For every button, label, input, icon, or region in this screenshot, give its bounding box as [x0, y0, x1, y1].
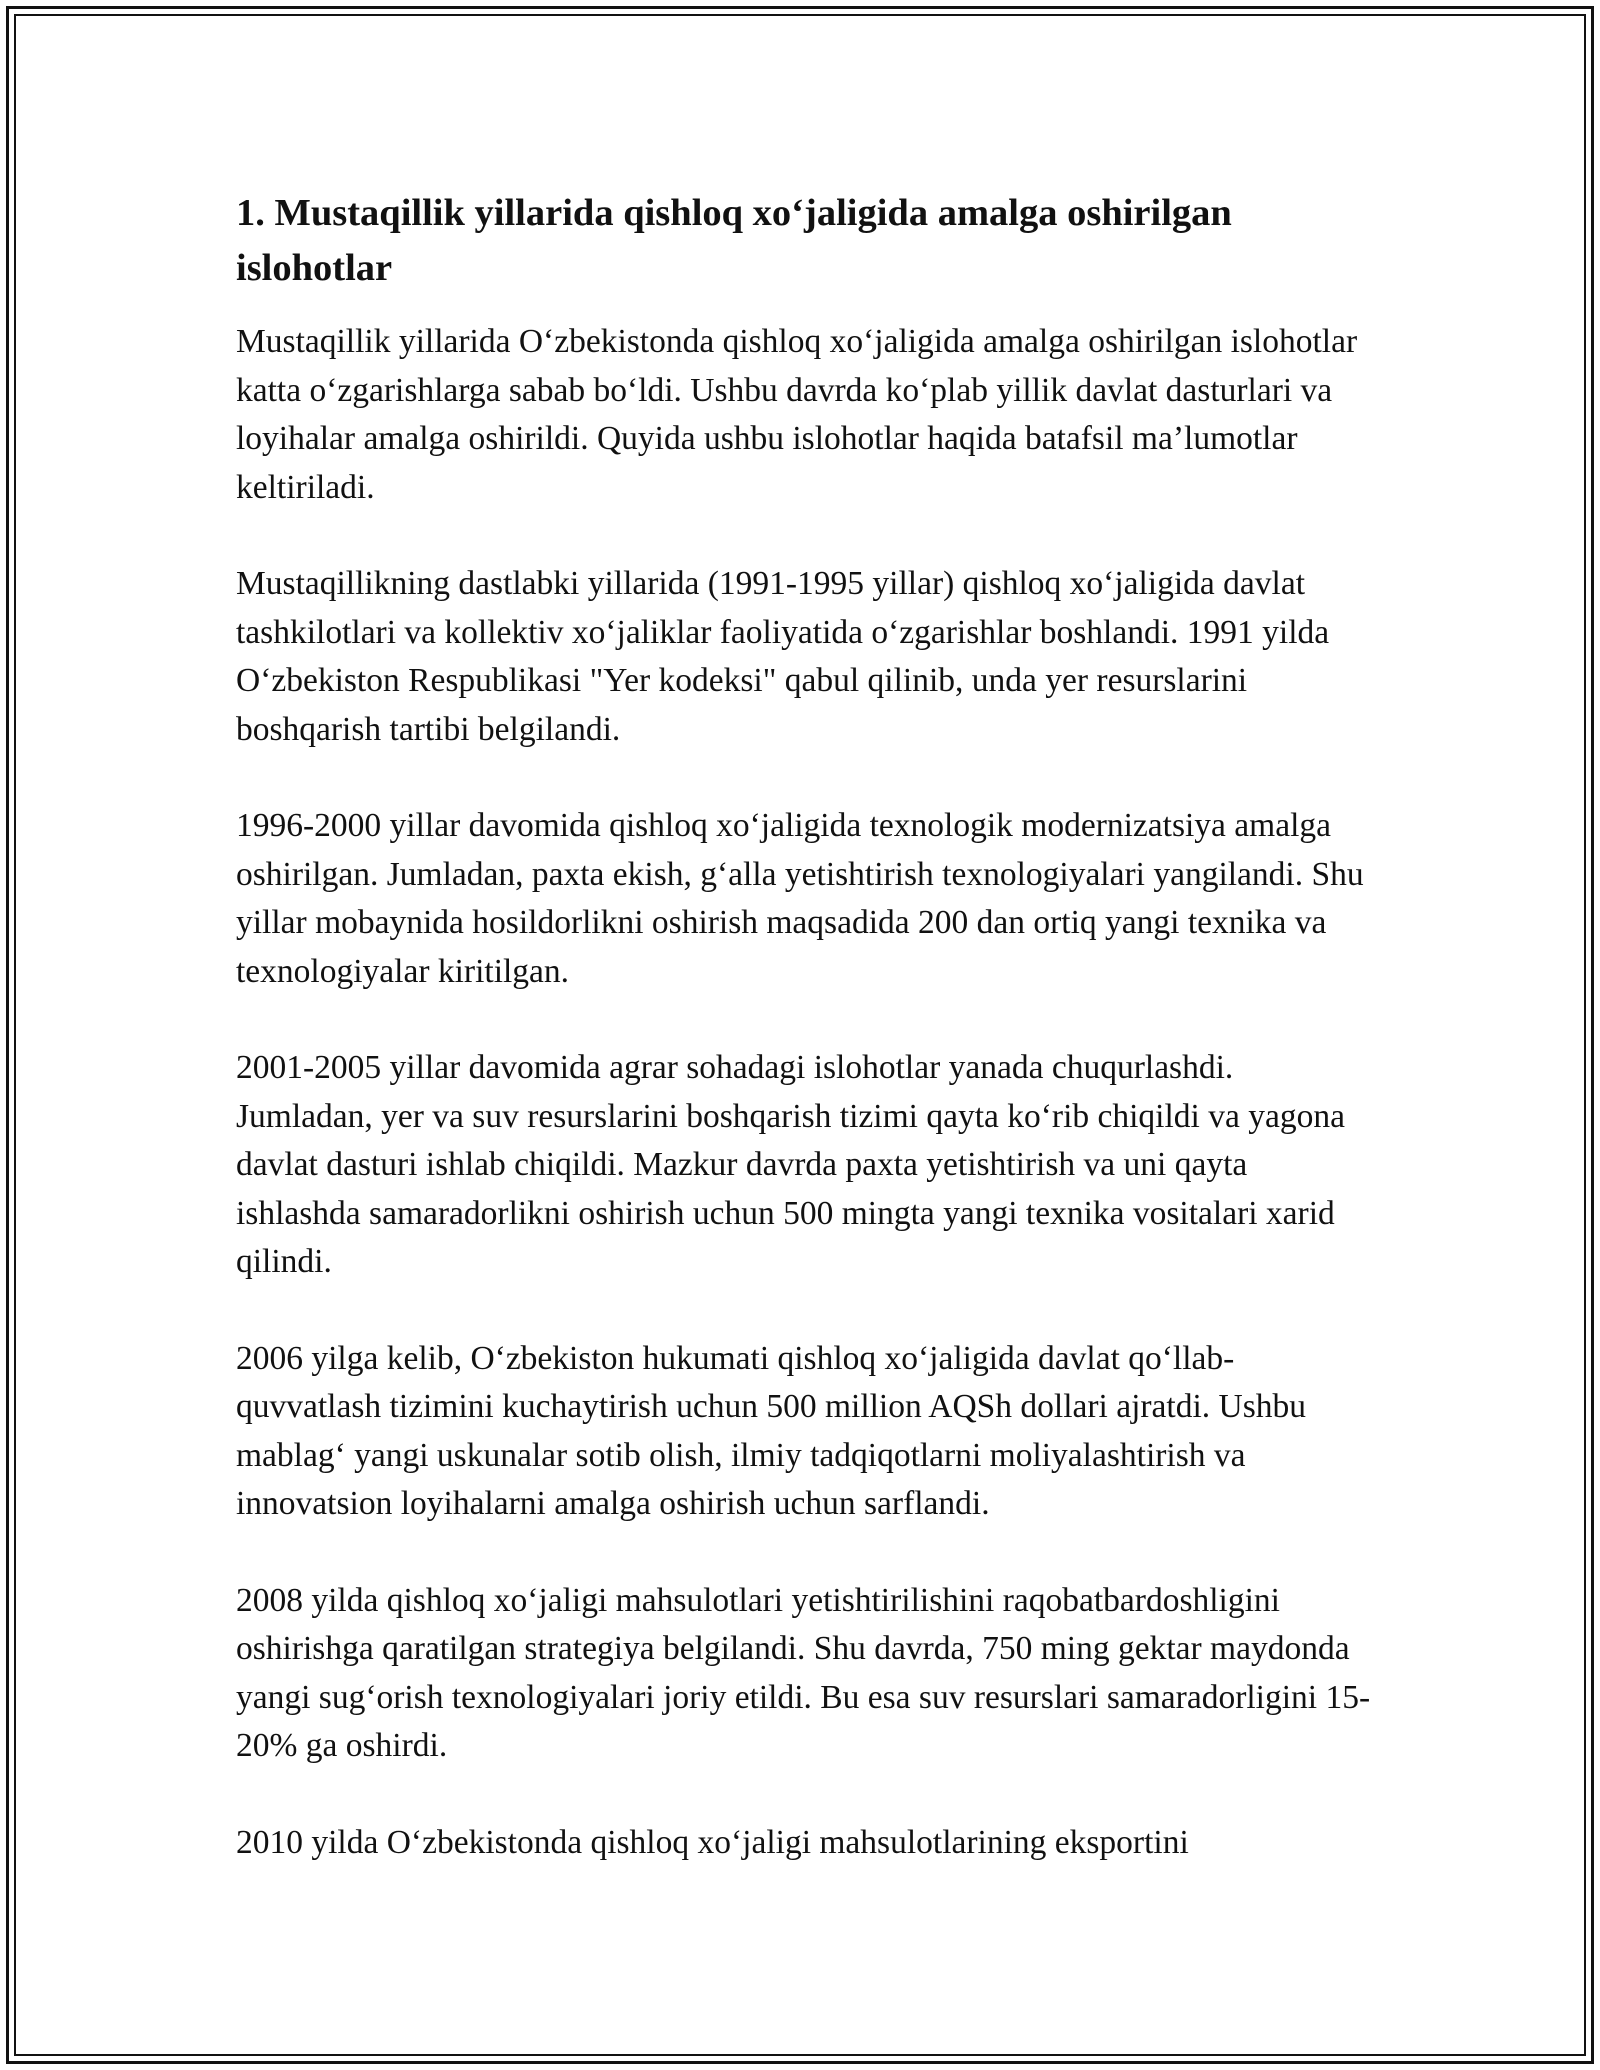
document-body [236, 186, 1376, 1915]
paragraph-1991-1995: Mustaqillikning dastlabki yillarida (1991-1995 yillar) qishloq xo‘jaligida davlat tashkilotlari va kollektiv xo‘jaliklar faoliyatida o‘zgarishlar boshlandi. 1991 yilda O‘zbekiston Respublikasi "Yer kodeksi" qabul qilinib, unda yer resurslarini boshqarish tartibi belgilandi. [236, 565, 1330, 748]
paragraph-2010: 2010 yilda O‘zbekistonda qishloq xo‘jaligi mahsulotlarining eksportini [236, 1823, 1189, 1861]
paragraph-2008: 2008 yilda qishloq xo‘jaligi mahsulotlari yetishtirilishini raqobatbardoshligini oshirishga qaratilgan strategiya belgilandi. Shu davrda, 750 ming gektar maydonda yangi sug‘orish texnologiyalari joriy etildi. Bu esa suv resurslari samaradorligini 15-20% ga oshirdi. [236, 1581, 1371, 1764]
paragraph-intro: Mustaqillik yillarida O‘zbekistonda qishloq xo‘jaligida amalga oshirilgan islohotlar katta o‘zgarishlarga sabab bo‘ldi. Ushbu davrda ko‘plab yillik davlat dasturlari va loyihalar amalga oshirildi. Quyida ushbu islohotlar haqida batafsil ma’lumotlar keltiriladi. [236, 323, 1358, 506]
section-title: 1. Mustaqillik yillarida qishloq xo‘jaligida amalga oshirilgan islohotlar [236, 192, 1232, 289]
paragraph-2006: 2006 yilga kelib, O‘zbekiston hukumati qishloq xo‘jaligida davlat qo‘llab-quvvatlash tizimini kuchaytirish uchun 500 million AQSh dollari ajratdi. Ushbu mablag‘ yangi uskunalar sotib olish, ilmiy tadqiqotlarni moliyalashtirish va innovatsion loyihalarni amalga oshirish uchun sarflandi. [236, 1339, 1307, 1522]
paragraph-1996-2000: 1996-2000 yillar davomida qishloq xo‘jaligida texnologik modernizatsiya amalga oshirilgan. Jumladan, paxta ekish, g‘alla yetishtirish texnologiyalari yangilandi. Shu yillar mobaynida hosildorlikni oshirish maqsadida 200 dan ortiq yangi texnika va texnologiyalar kiritilgan. [236, 807, 1364, 990]
paragraph-2001-2005: 2001-2005 yillar davomida agrar sohadagi islohotlar yanada chuqurlashdi. Jumladan, yer va suv resurslarini boshqarish tizimi qayta ko‘rib chiqildi va yagona davlat dasturi ishlab chiqildi. Mazkur davrda paxta yetishtirish va uni qayta ishlashda samaradorlikni oshirish uchun 500 mingta yangi texnika vositalari xarid qilindi. [236, 1049, 1345, 1280]
